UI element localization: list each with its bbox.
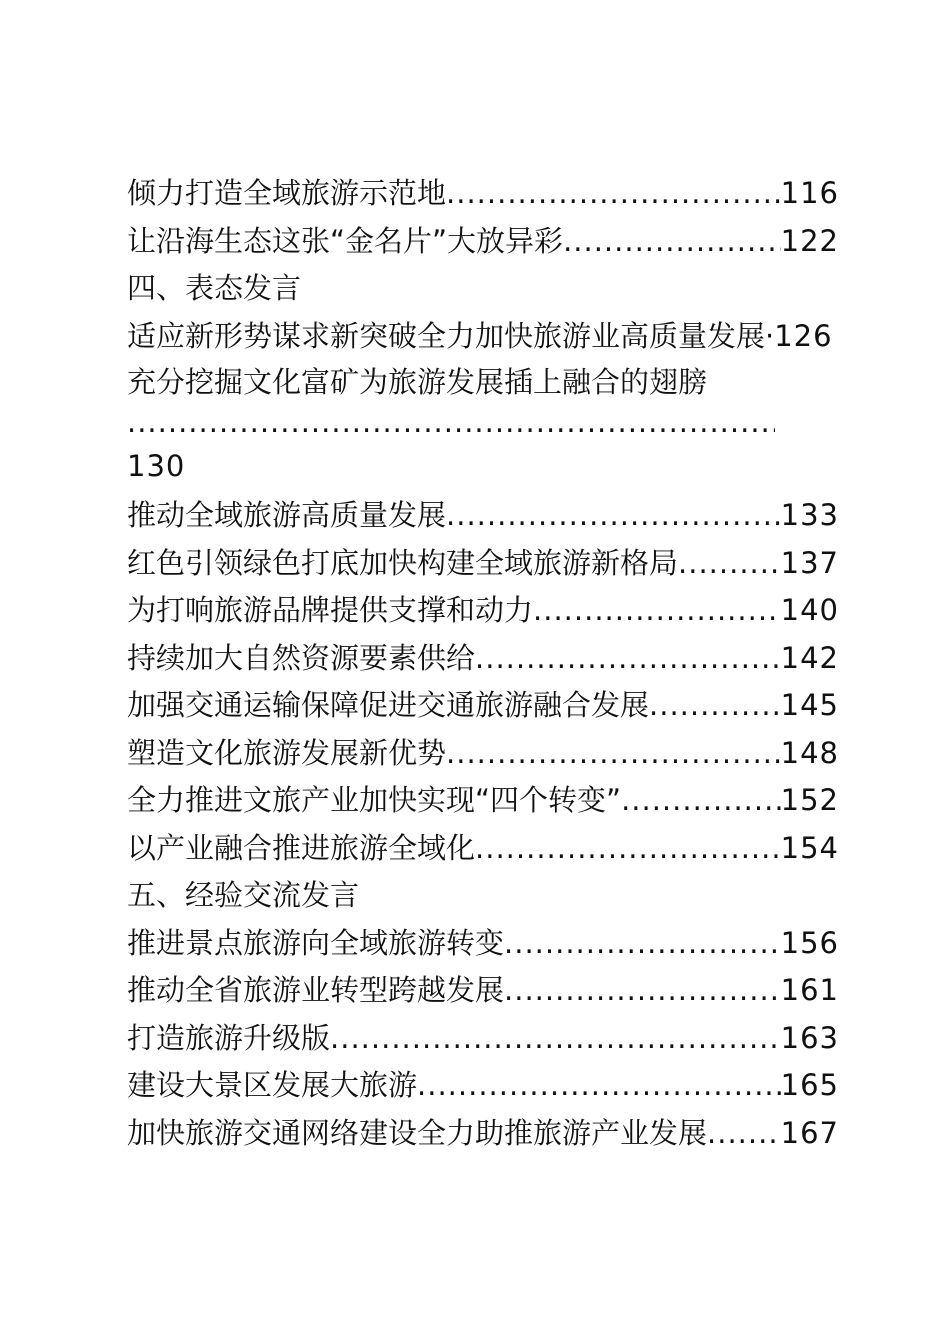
toc-leader-dots (330, 1015, 781, 1063)
toc-entry (127, 1062, 839, 1110)
toc-entry (127, 218, 839, 266)
toc-entry-wrapped (127, 360, 839, 492)
toc-entry-title: 持续加大自然资源要素供给 (127, 640, 476, 675)
toc-entry (127, 313, 839, 361)
toc-entry (127, 1015, 839, 1063)
toc-entry-page: 156 (780, 925, 839, 960)
toc-entry-title: 让沿海生态这张“金名片”大放异彩 (127, 223, 564, 258)
toc-section-heading: 四、表态发言 (127, 271, 302, 305)
toc-entry (127, 920, 839, 968)
toc-entry-page: 148 (780, 735, 839, 770)
toc-entry (127, 1110, 839, 1158)
table-of-contents (127, 170, 839, 1157)
toc-entry (127, 635, 839, 683)
toc-entry-page: 140 (780, 593, 839, 627)
toc-entry-page: 126 (774, 318, 833, 353)
toc-entry-title: 推进景点旅游向全域旅游转变 (127, 925, 505, 960)
toc-entry-page: 145 (780, 688, 839, 722)
toc-entry (127, 682, 839, 730)
toc-leader-dots (649, 682, 781, 730)
toc-entry-title: 适应新形势谋求新突破全力加快旅游业高质量发展· (127, 318, 775, 353)
toc-entry-title: 推动全省旅游业转型跨越发展 (127, 973, 505, 1007)
toc-leader-dots (127, 404, 775, 440)
toc-leader-dots (504, 967, 781, 1015)
toc-leader-dots (621, 777, 781, 825)
toc-entry-title: 塑造文化旅游发展新优势 (127, 735, 447, 770)
toc-entry (127, 540, 839, 588)
toc-entry-title: 倾力打造全域旅游示范地 (127, 176, 447, 210)
toc-entry-title: 加快旅游交通网络建设全力助推旅游产业发展 (127, 1115, 708, 1150)
toc-leader-dots (563, 218, 781, 266)
toc-leader-dots (504, 920, 781, 968)
toc-entry (127, 587, 839, 635)
toc-entry (127, 967, 839, 1015)
toc-leader-dots (446, 170, 781, 218)
toc-entry-title: 以产业融合推进旅游全域化 (127, 830, 476, 865)
toc-entry-page: 137 (780, 545, 839, 580)
toc-entry-title: 加强交通运输保障促进交通旅游融合发展 (127, 688, 650, 722)
toc-leader-dots (707, 1110, 781, 1158)
toc-section-heading: 五、经验交流发言 (127, 878, 360, 912)
toc-entry-page: 116 (780, 176, 839, 210)
toc-entry-title: 红色引领绿色打底加快构建全域旅游新格局 (127, 545, 679, 580)
toc-entry-title: 打造旅游升级版 (127, 1020, 331, 1055)
toc-entry-page: 165 (780, 1068, 839, 1102)
toc-entry-page: 130 (127, 449, 186, 483)
toc-leader-dots (417, 1062, 781, 1110)
toc-leader-dots (475, 635, 781, 683)
toc-entry-page: 152 (780, 783, 839, 817)
toc-entry-page: 161 (780, 973, 839, 1007)
toc-entry (127, 777, 839, 825)
toc-entry-title: 推动全域旅游高质量发展 (127, 498, 447, 532)
toc-entry-page: 154 (780, 830, 839, 865)
toc-entry-page: 133 (780, 498, 839, 532)
toc-leader-dots (446, 730, 781, 778)
toc-entry (127, 170, 839, 218)
toc-entry-title: 为打响旅游品牌提供支撑和动力 (127, 593, 534, 627)
toc-entry-page: 167 (780, 1115, 839, 1150)
toc-leader-dots (678, 540, 781, 588)
toc-leader-dots (475, 825, 781, 873)
toc-entry-page: 163 (780, 1020, 839, 1055)
toc-entry-page: 122 (780, 223, 839, 258)
toc-entry (127, 825, 839, 873)
toc-entry (127, 492, 839, 540)
toc-leader-dots (446, 492, 781, 540)
toc-entry (127, 730, 839, 778)
toc-entry-title: 全力推进文旅产业加快实现“四个转变” (127, 783, 622, 817)
toc-leader-dots (533, 587, 781, 635)
toc-entry-title: 建设大景区发展大旅游 (127, 1068, 418, 1102)
toc-entry-title: 充分挖掘文化富矿为旅游发展插上融合的翅膀 (127, 365, 708, 399)
toc-entry-page: 142 (780, 640, 839, 675)
